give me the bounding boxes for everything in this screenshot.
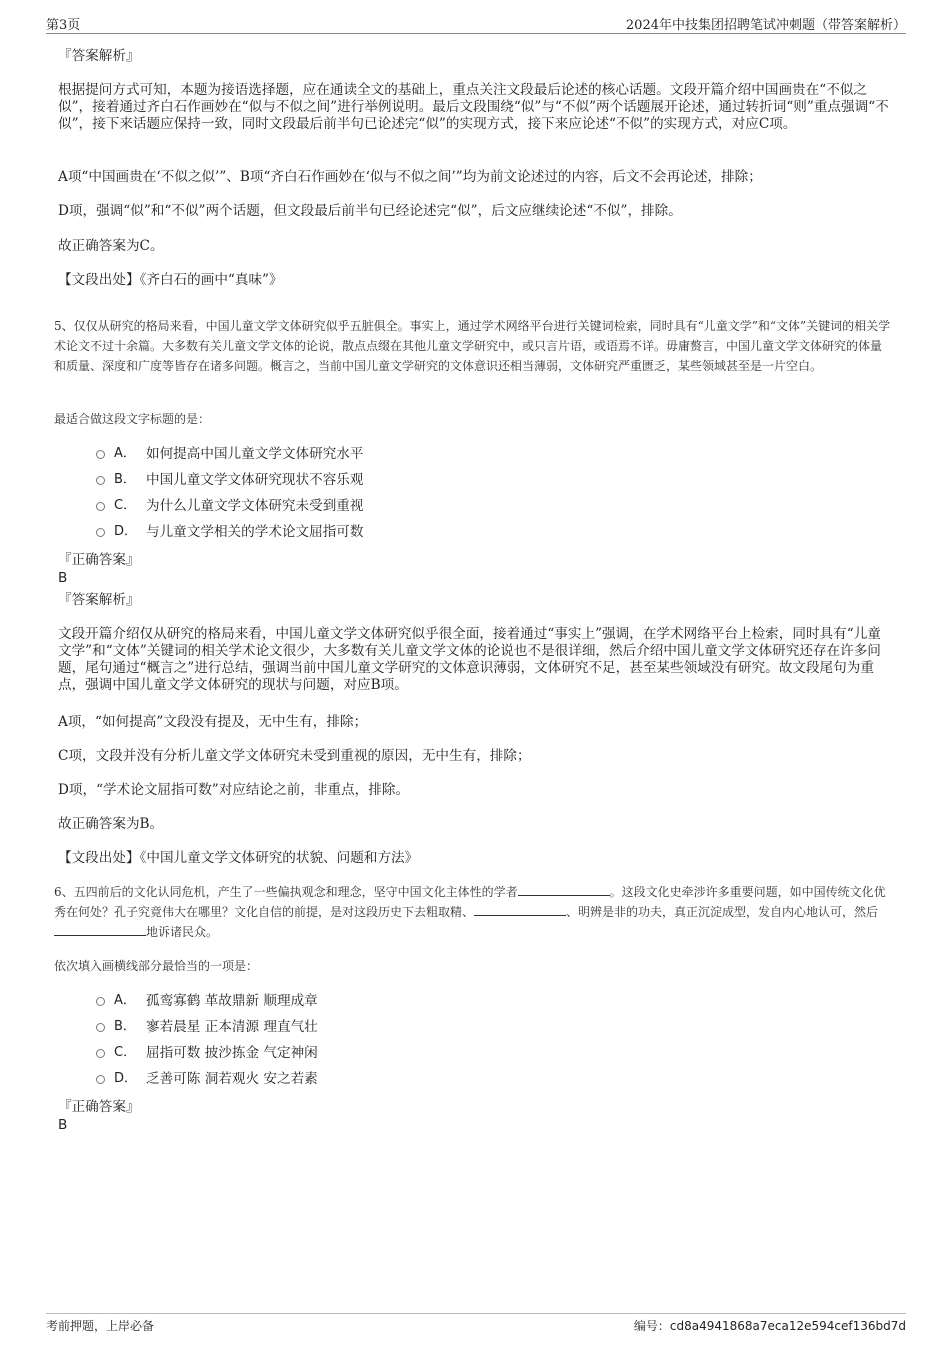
q5-answer-label: 『正确答案』 [58, 552, 140, 568]
blank-3 [54, 923, 146, 936]
q6-stem: 6、五四前后的文化认同危机，产生了一些偏执观念和理念，坚守中国文化主体性的学者 。这段文化史牵涉许多重要问题，如中国传统文化优秀在何处？孔子究竟伟大在哪里？文化自信的前提，是对这段历史下去粗取精、 、明辨是非的功夫，真正沉淀成型，发自内心地认可，然后地诉诸民众。 [54, 885, 886, 939]
q5-option-a[interactable]: A． 如何提高中国儿童文学文体研究水平 [96, 444, 596, 464]
q6-prompt: 依次填入画横线部分最恰当的一项是： [54, 959, 259, 973]
q5-source: 【文段出处】《中国儿童文学文体研究的状貌、问题和方法》 [58, 850, 419, 866]
q5-analysis-conclusion: 故正确答案为B。 [58, 816, 164, 832]
q4-analysis-p1: 根据提问方式可知，本题为接语选择题，应在通读全文的基础上，重点关注文段最后论述的核心话题。文段开篇介绍中国画贵在“不似之似”，接着通过齐白石作画妙在“似与不似之间”进行举例说明。最后文段围绕“似”与“不似”两个话题展开论述，通过转折词“则”重点强调“不似”，接下来话题应保持一致，同时文段最后前半句已论述完“似”的实现方式，接下来应论述“不似”的实现方式，对应C项。 [58, 82, 889, 132]
blank-2 [474, 903, 566, 916]
radio-icon[interactable] [96, 1075, 105, 1084]
q6-option-d[interactable]: D． 乏善可陈 洞若观火 安之若素 [96, 1069, 596, 1089]
q5-analysis-p3: C项，文段并没有分析儿童文学文体研究未受到重视的原因，无中生有，排除； [58, 748, 531, 764]
q4-analysis-conclusion: 故正确答案为C。 [58, 238, 164, 254]
document-code: 编号：cd8a4941868a7eca12e594cef136bd7d [633, 1319, 906, 1333]
q5-stem: 5、仅仅从研究的格局来看，中国儿童文学文体研究似乎五脏俱全。事实上，通过学术网络平台进行关键词检索，同时具有“儿童文学”和“文体”关键词的相关学术论文不过十余篇。大多数有关儿童文学文体的论说，散点点缀在其他儿童文学研究中，或只言片语，或语焉不详。毋庸赘言，中国儿童文学文体研究的体量和质量、深度和广度等皆存在诸多问题。概言之，当前中国儿童文学研究的文体意识还相当薄弱，文体研究严重匮乏，某些领域甚至是一片空白。 [54, 319, 891, 373]
q6-answer: B [58, 1117, 68, 1133]
q6-option-c[interactable]: C． 屈指可数 披沙拣金 气定神闲 [96, 1043, 596, 1063]
q4-analysis-p2: A项“中国画贵在‘不似之似’”、B项“齐白石作画妙在‘似与不似之间’”均为前文论述过的内容，后文不会再论述，排除； [58, 169, 762, 185]
blank-1 [518, 883, 610, 896]
q5-analysis-p1: 文段开篇介绍仅从研究的格局来看，中国儿童文学文体研究似乎很全面，接着通过“事实上”强调，在学术网络平台上检索，同时具有“儿童文学”和“文体”关键词的相关学术论文很少，大多数有关儿童文学文体的论说也不是很详细，然后介绍中国儿童文学文体研究还存在许多问题，尾句通过“概言之”进行总结，强调当前中国儿童文学研究的文体意识薄弱，文体研究不足，甚至某些领域没有研究。故文段尾句为重点，强调中国儿童文学文体研究的现状与问题，对应B项。 [58, 626, 881, 693]
radio-icon[interactable] [96, 502, 105, 511]
radio-icon[interactable] [96, 997, 105, 1006]
q4-analysis-p3: D项，强调“似”和“不似”两个话题，但文段最后前半句已经论述完“似”，后文应继续论述“不似”，排除。 [58, 203, 682, 219]
page-number: 第3页 [46, 18, 81, 33]
q5-analysis-p2: A项，“如何提高”文段没有提及，无中生有，排除； [58, 714, 368, 730]
q5-option-c[interactable]: C． 为什么儿童文学文体研究未受到重视 [96, 496, 596, 516]
q5-option-d[interactable]: D． 与儿童文学相关的学术论文屈指可数 [96, 522, 596, 542]
q4-source: 【文段出处】《齐白石的画中“真味”》 [58, 272, 283, 288]
q5-analysis-p4: D项，“学术论文屈指可数”对应结论之前，非重点，排除。 [58, 782, 410, 798]
radio-icon[interactable] [96, 1023, 105, 1032]
q4-analysis-label: 『答案解析』 [58, 48, 140, 64]
q5-analysis-label: 『答案解析』 [58, 592, 140, 608]
radio-icon[interactable] [96, 528, 105, 537]
radio-icon[interactable] [96, 476, 105, 485]
q6-answer-label: 『正确答案』 [58, 1099, 140, 1115]
radio-icon[interactable] [96, 450, 105, 459]
page-footer [46, 1313, 906, 1336]
q5-answer: B [58, 570, 68, 586]
page-header [46, 13, 906, 34]
q6-option-b[interactable]: B． 寥若晨星 正本清源 理直气壮 [96, 1017, 596, 1037]
footer-slogan: 考前押题，上岸必备 [46, 1319, 155, 1333]
radio-icon[interactable] [96, 1049, 105, 1058]
q6-option-a[interactable]: A． 孤鸾寡鹤 革故鼎新 顺理成章 [96, 991, 596, 1011]
q5-prompt: 最适合做这段文字标题的是： [54, 412, 211, 426]
document-title: 2024年中技集团招聘笔试冲刺题（带答案解析） [625, 18, 906, 33]
q5-option-b[interactable]: B． 中国儿童文学文体研究现状不容乐观 [96, 470, 596, 490]
